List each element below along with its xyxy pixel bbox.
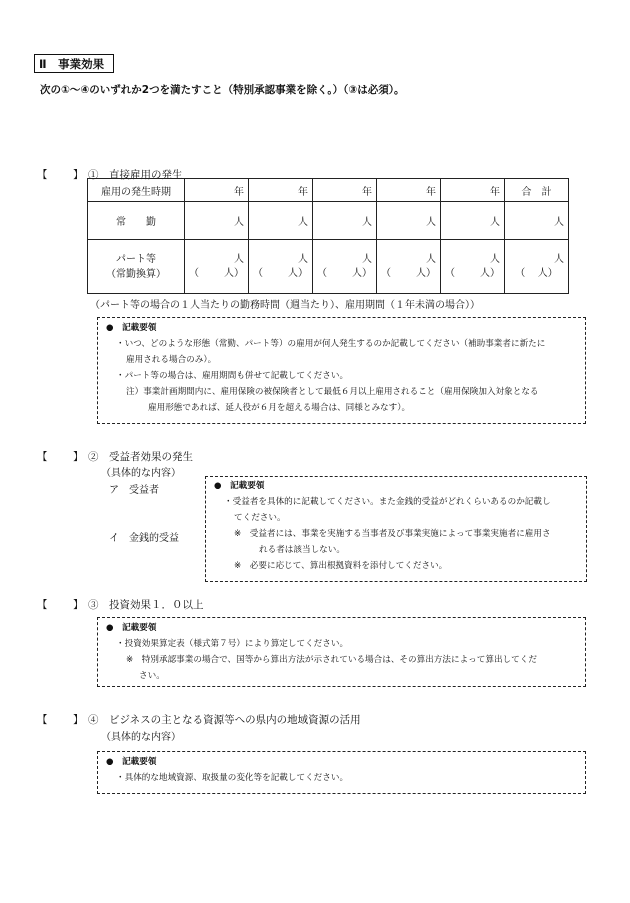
year-cell[interactable]: 年	[249, 179, 313, 202]
paren-open: （	[381, 267, 391, 279]
paren-close: 人）	[288, 267, 308, 279]
part-label-line2: （常勤換算）	[106, 268, 166, 280]
checkbox-open-bracket-1: 【	[37, 169, 48, 181]
paren-open: （	[253, 267, 263, 279]
paren-close: 人）	[416, 267, 436, 279]
section-title: Ⅱ 事業効果	[34, 54, 114, 73]
guide-line: ※ 必要に応じて、算出根拠資料を添付してください。	[234, 561, 448, 571]
part-total-cell[interactable]	[505, 240, 569, 294]
regular-count-cell[interactable]: 人	[377, 202, 441, 240]
guide-line: てください。	[234, 513, 286, 523]
section-intro: 次の①～④のいずれか2つを満たすこと（特別承認事業を除く。）（③は必須）。	[40, 84, 405, 96]
guide-heading: ● 記載要領	[106, 623, 157, 633]
guide-heading: ● 記載要領	[106, 323, 157, 333]
part-count-cell[interactable]	[377, 240, 441, 294]
regular-row	[88, 202, 569, 240]
guide-line: ・投資効果算定表（様式第７号）により算定してください。	[116, 639, 349, 649]
guide-line: ・具体的な地域資源、取扱量の変化等を記載してください。	[116, 773, 349, 783]
year-cell[interactable]: 年	[313, 179, 377, 202]
part-count-cell[interactable]	[441, 240, 505, 294]
regular-count-cell[interactable]: 人	[249, 202, 313, 240]
table-header-row	[88, 179, 569, 202]
part-count-cell[interactable]	[185, 240, 249, 294]
guide-line: 雇用される場合のみ）。	[126, 355, 217, 365]
guide-heading: ● 記載要領	[106, 757, 157, 767]
regular-count-cell[interactable]: 人	[441, 202, 505, 240]
guide-box-4	[97, 751, 586, 794]
guide-box-1	[97, 317, 586, 424]
person-unit: 人	[426, 253, 436, 265]
guide-line: 注）事業計画期間内に、雇用保険の被保険者として最低６月以上雇用されること（雇用保険加入対象となる	[126, 387, 539, 397]
part-time-note: （パート等の場合の１人当たりの勤務時間（週当たり）、雇用期間（１年未満の場合））	[90, 300, 480, 311]
part-count-cell[interactable]	[249, 240, 313, 294]
checkbox-open-bracket-3: 【	[37, 599, 48, 611]
regular-total-cell[interactable]: 人	[505, 202, 569, 240]
item1-title: ① 直接雇用の発生	[88, 169, 183, 181]
checkbox-close-bracket-3: 】	[73, 599, 84, 611]
checkbox-close-bracket-4: 】	[73, 714, 84, 726]
regular-count-cell[interactable]: 人	[185, 202, 249, 240]
paren-open: （	[515, 267, 526, 279]
guide-box-3	[97, 617, 586, 687]
item2-title: ② 受益者効果の発生	[88, 451, 193, 463]
year-cell[interactable]: 年	[441, 179, 505, 202]
year-cell[interactable]: 年	[377, 179, 441, 202]
checkbox-close-bracket-2: 】	[73, 451, 84, 463]
guide-line: ・受益者を具体的に記載してください。また金銭的受益がどれくらいあるのか記載し	[224, 497, 551, 507]
checkbox-open-bracket-4: 【	[37, 714, 48, 726]
guide-line: ※ 特別承認事業の場合で、国等から算出方法が示されている場合は、その算出方法によって算出してくだ	[126, 655, 537, 665]
person-unit: 人	[234, 253, 244, 265]
total-header: 合 計	[505, 179, 569, 202]
guide-line: ※ 受益者には、事業を実施する当事者及び事業実施によって事業実施者に雇用さ	[234, 529, 551, 539]
guide-line: さい。	[139, 671, 165, 681]
guide-line: 雇用形態であれば、延人役が６月を超える場合は、同様とみなす）。	[148, 403, 411, 413]
checkbox-close-bracket-1: 】	[73, 169, 84, 181]
paren-close: 人）	[224, 267, 244, 279]
paren-close: 人）	[352, 267, 372, 279]
paren-open: （	[317, 267, 327, 279]
item4-title: ④ ビジネスの主となる資源等への県内の地域資源の活用	[88, 714, 361, 726]
guide-line: ・パート等の場合は、雇用期間も併せて記載してください。	[116, 371, 349, 381]
item3-title: ③ 投資効果１．０以上	[88, 599, 204, 611]
part-label-line1: パート等	[116, 253, 156, 265]
employment-table	[87, 178, 569, 294]
beneficiary-label: ア 受益者	[109, 485, 159, 496]
checkbox-open-bracket-2: 【	[37, 451, 48, 463]
person-unit: 人	[298, 253, 308, 265]
paren-close: 人）	[480, 267, 500, 279]
paren-open: （	[445, 267, 455, 279]
paren-close: 人）	[537, 267, 558, 279]
item4-sub: （具体的な内容）	[101, 732, 181, 743]
part-row	[88, 240, 569, 294]
header-label: 雇用の発生時期	[88, 179, 185, 202]
year-cell[interactable]: 年	[185, 179, 249, 202]
guide-line: れる者は該当しない。	[259, 545, 345, 555]
person-unit: 人	[362, 253, 372, 265]
person-unit: 人	[554, 253, 564, 265]
monetary-benefit-label: イ 金銭的受益	[109, 533, 179, 544]
person-unit: 人	[490, 253, 500, 265]
guide-box-2	[205, 476, 587, 582]
regular-label: 常 勤	[88, 202, 185, 240]
part-label	[88, 240, 185, 294]
guide-heading: ● 記載要領	[214, 481, 265, 491]
item2-sub: （具体的な内容）	[101, 468, 181, 479]
regular-count-cell[interactable]: 人	[313, 202, 377, 240]
paren-open: （	[189, 267, 199, 279]
guide-line: ・いつ、どのような形態（常勤、パート等）の雇用が何人発生するのか記載してください（補助事業者に新たに	[116, 339, 546, 349]
part-count-cell[interactable]	[313, 240, 377, 294]
